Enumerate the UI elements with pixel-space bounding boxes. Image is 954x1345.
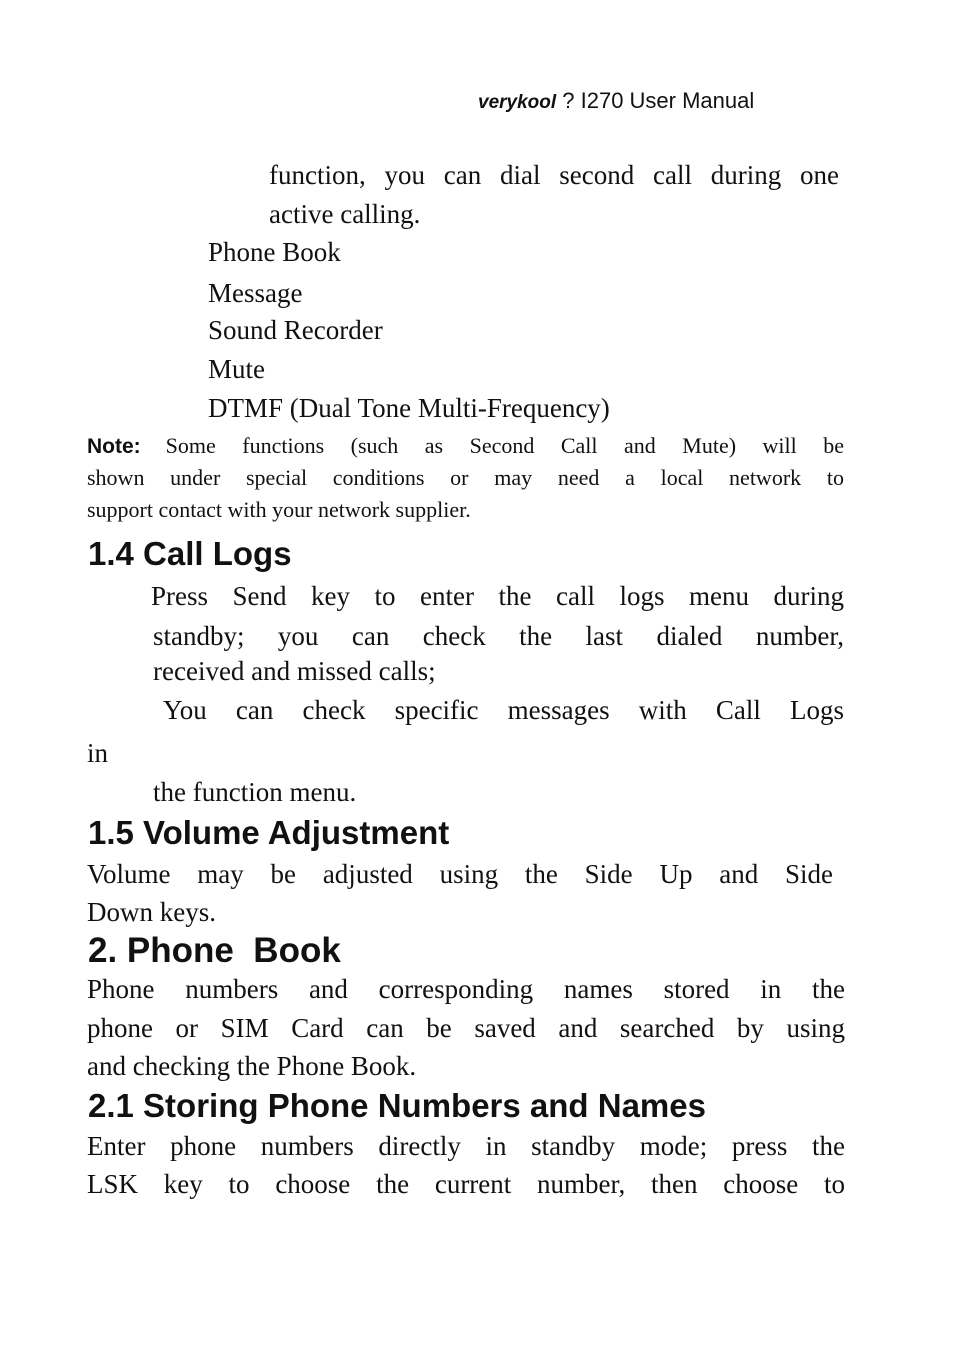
- phone-book-line-1: Phone numbers and corresponding names stored in the: [87, 974, 845, 1004]
- note-line-1: [87, 435, 844, 459]
- intro-line-2: active calling.: [269, 199, 421, 229]
- call-logs-line-4: You can check specific messages with Call Logs: [163, 695, 844, 725]
- call-logs-line-2: standby; you can check the last dialed number,: [153, 621, 844, 651]
- phone-book-line-3: and checking the Phone Book.: [87, 1051, 417, 1081]
- call-logs-line-5: in: [87, 738, 109, 768]
- heading-volume-adjustment: 1.5 Volume Adjustment: [88, 814, 450, 851]
- page-header: [478, 90, 754, 112]
- list-item-phone-book: Phone Book: [208, 237, 341, 267]
- heading-storing-numbers: 2.1 Storing Phone Numbers and Names: [88, 1087, 706, 1124]
- heading-phone-book: 2. Phone Book: [88, 931, 341, 970]
- heading-call-logs: 1.4 Call Logs: [88, 535, 292, 572]
- volume-line-2: Down keys.: [87, 897, 216, 927]
- volume-line-1: Volume may be adjusted using the Side Up and Side: [87, 859, 833, 889]
- list-item-mute: Mute: [208, 354, 265, 384]
- note-text-1: Some functions (such as Second Call and Mute) will be: [165, 433, 845, 458]
- call-logs-line-1: Press Send key to enter the call logs menu during: [151, 581, 844, 611]
- list-item-message: Message: [208, 278, 303, 308]
- note-label: Note:: [87, 435, 141, 458]
- storing-line-1: Enter phone numbers directly in standby mode; press the: [87, 1131, 845, 1161]
- list-item-dtmf: DTMF (Dual Tone Multi-Frequency): [208, 393, 610, 423]
- note-line-2: shown under special conditions or may need a local network to: [87, 465, 844, 490]
- list-item-sound-recorder: Sound Recorder: [208, 315, 383, 345]
- header-brand: verykool: [478, 92, 557, 113]
- call-logs-line-6: the function menu.: [153, 777, 357, 807]
- call-logs-line-3: received and missed calls;: [153, 656, 436, 686]
- note-line-3: support contact with your network supplier.: [87, 497, 471, 522]
- storing-line-2: LSK key to choose the current number, then choose to: [87, 1169, 845, 1199]
- intro-line-1: function, you can dial second call during one: [269, 160, 839, 190]
- phone-book-line-2: phone or SIM Card can be saved and searched by using: [87, 1013, 845, 1043]
- header-title: ? I270 User Manual: [556, 88, 755, 113]
